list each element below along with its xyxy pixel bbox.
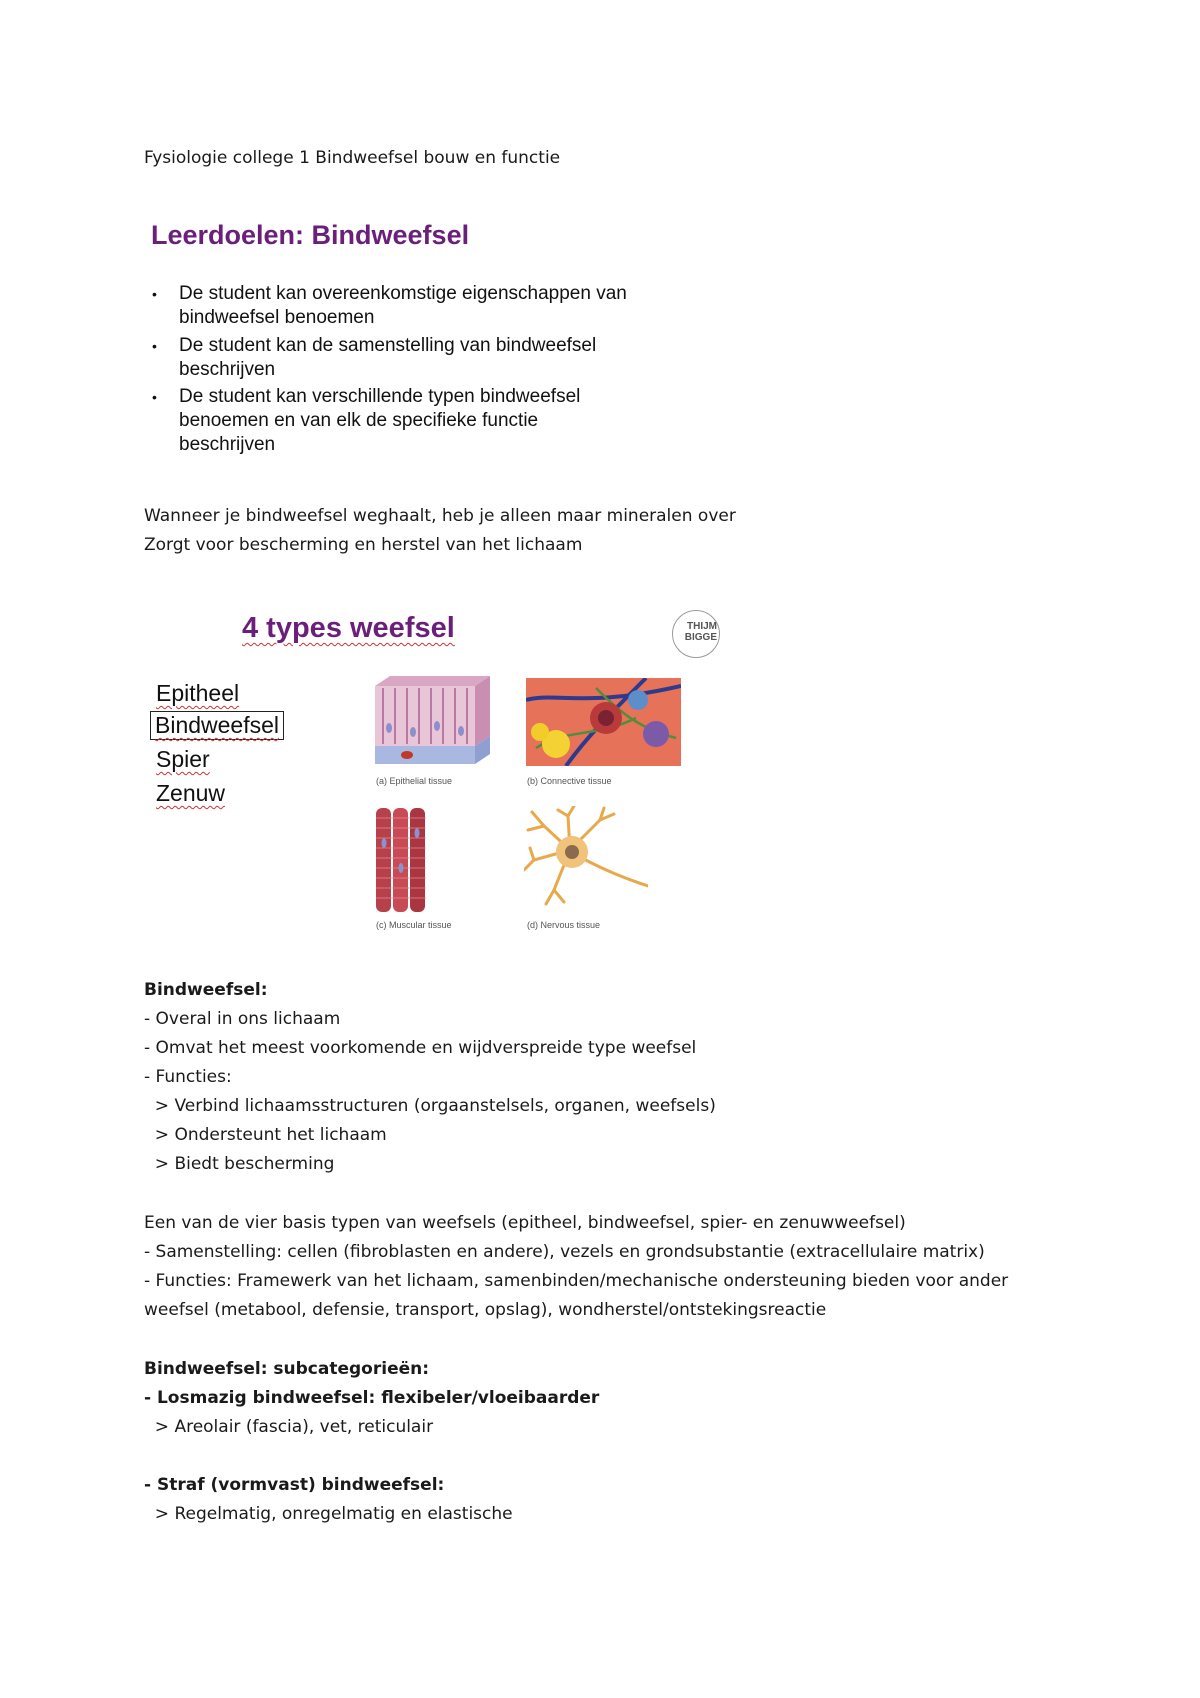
section1-line-6: > Biedt bescherming bbox=[144, 1154, 335, 1174]
bullet-dot-icon: • bbox=[152, 389, 157, 405]
learning-goal-1-line-2: bindweefsel benoemen bbox=[179, 307, 375, 328]
learning-goal-3-line-3: beschrijven bbox=[179, 434, 276, 455]
brand-logo-line-2: BIGGE bbox=[684, 632, 717, 643]
section2-line-3: - Functies: Framewerk van het lichaam, samenbinden/mechanische ondersteuning bieden voor ander bbox=[144, 1271, 1009, 1291]
caption-connective: (b) Connective tissue bbox=[527, 776, 612, 786]
learning-goal-3-line-2: benoemen en van elk de specifieke functie bbox=[179, 410, 539, 431]
subcategory-losmazig-title: - Losmazig bindweefsel: flexibeler/vloeibaarder bbox=[144, 1388, 600, 1408]
section-heading-subcategorieen: Bindweefsel: subcategorieën: bbox=[144, 1359, 430, 1379]
caption-epithelial: (a) Epithelial tissue bbox=[376, 776, 453, 786]
brand-logo-line-1: THIJM bbox=[687, 621, 717, 632]
epithelial-tissue-image bbox=[375, 676, 490, 770]
slide-title-4-types: 4 types weefsel bbox=[242, 612, 455, 644]
tissue-type-bindweefsel: Bindweefsel bbox=[150, 711, 284, 740]
learning-goal-1-line-1: De student kan overeenkomstige eigenschappen van bbox=[179, 283, 627, 304]
bullet-dot-icon: • bbox=[152, 338, 157, 354]
section1-line-1: - Overal in ons lichaam bbox=[144, 1009, 341, 1029]
learning-goal-2-line-2: beschrijven bbox=[179, 359, 276, 380]
intro-line-1: Wanneer je bindweefsel weghaalt, heb je alleen maar mineralen over bbox=[144, 506, 736, 526]
section2-line-1: Een van de vier basis typen van weefsels (epitheel, bindweefsel, spier- en zenuwweefsel) bbox=[144, 1213, 906, 1233]
subcategory-straf-item: > Regelmatig, onregelmatig en elastische bbox=[144, 1504, 513, 1524]
section1-line-5: > Ondersteunt het lichaam bbox=[144, 1125, 387, 1145]
learning-goal-2-line-1: De student kan de samenstelling van bindweefsel bbox=[179, 335, 597, 356]
learning-goal-3-line-1: De student kan verschillende typen bindweefsel bbox=[179, 386, 581, 407]
connective-tissue-image bbox=[526, 678, 681, 766]
tissue-type-zenuw: Zenuw bbox=[156, 780, 226, 806]
subcategory-straf-title: - Straf (vormvast) bindweefsel: bbox=[144, 1475, 445, 1495]
intro-line-2: Zorgt voor bescherming en herstel van het lichaam bbox=[144, 535, 583, 555]
tissue-type-spier: Spier bbox=[156, 746, 210, 772]
caption-muscular: (c) Muscular tissue bbox=[376, 920, 452, 930]
muscular-tissue-image bbox=[376, 808, 426, 912]
section1-line-4: > Verbind lichaamsstructuren (orgaanstelsels, organen, weefsels) bbox=[144, 1096, 716, 1116]
section2-line-4: weefsel (metabool, defensie, transport, opslag), wondherstel/ontstekingsreactie bbox=[144, 1300, 827, 1320]
tissue-type-epitheel: Epitheel bbox=[156, 680, 240, 706]
caption-nervous: (d) Nervous tissue bbox=[527, 920, 601, 930]
bullet-dot-icon: • bbox=[152, 286, 157, 302]
subcategory-losmazig-item: > Areolair (fascia), vet, reticulair bbox=[144, 1417, 434, 1437]
slide-title-leerdoelen: Leerdoelen: Bindweefsel bbox=[151, 220, 470, 250]
section1-line-3: - Functies: bbox=[144, 1067, 232, 1087]
section2-line-2: - Samenstelling: cellen (fibroblasten en andere), vezels en grondsubstantie (extracellulaire matrix) bbox=[144, 1242, 985, 1262]
nervous-tissue-image bbox=[524, 806, 648, 906]
brand-logo bbox=[672, 610, 720, 658]
section1-line-2: - Omvat het meest voorkomende en wijdverspreide type weefsel bbox=[144, 1038, 697, 1058]
section-heading-bindweefsel: Bindweefsel: bbox=[144, 980, 268, 1000]
document-title: Fysiologie college 1 Bindweefsel bouw en functie bbox=[144, 148, 561, 168]
